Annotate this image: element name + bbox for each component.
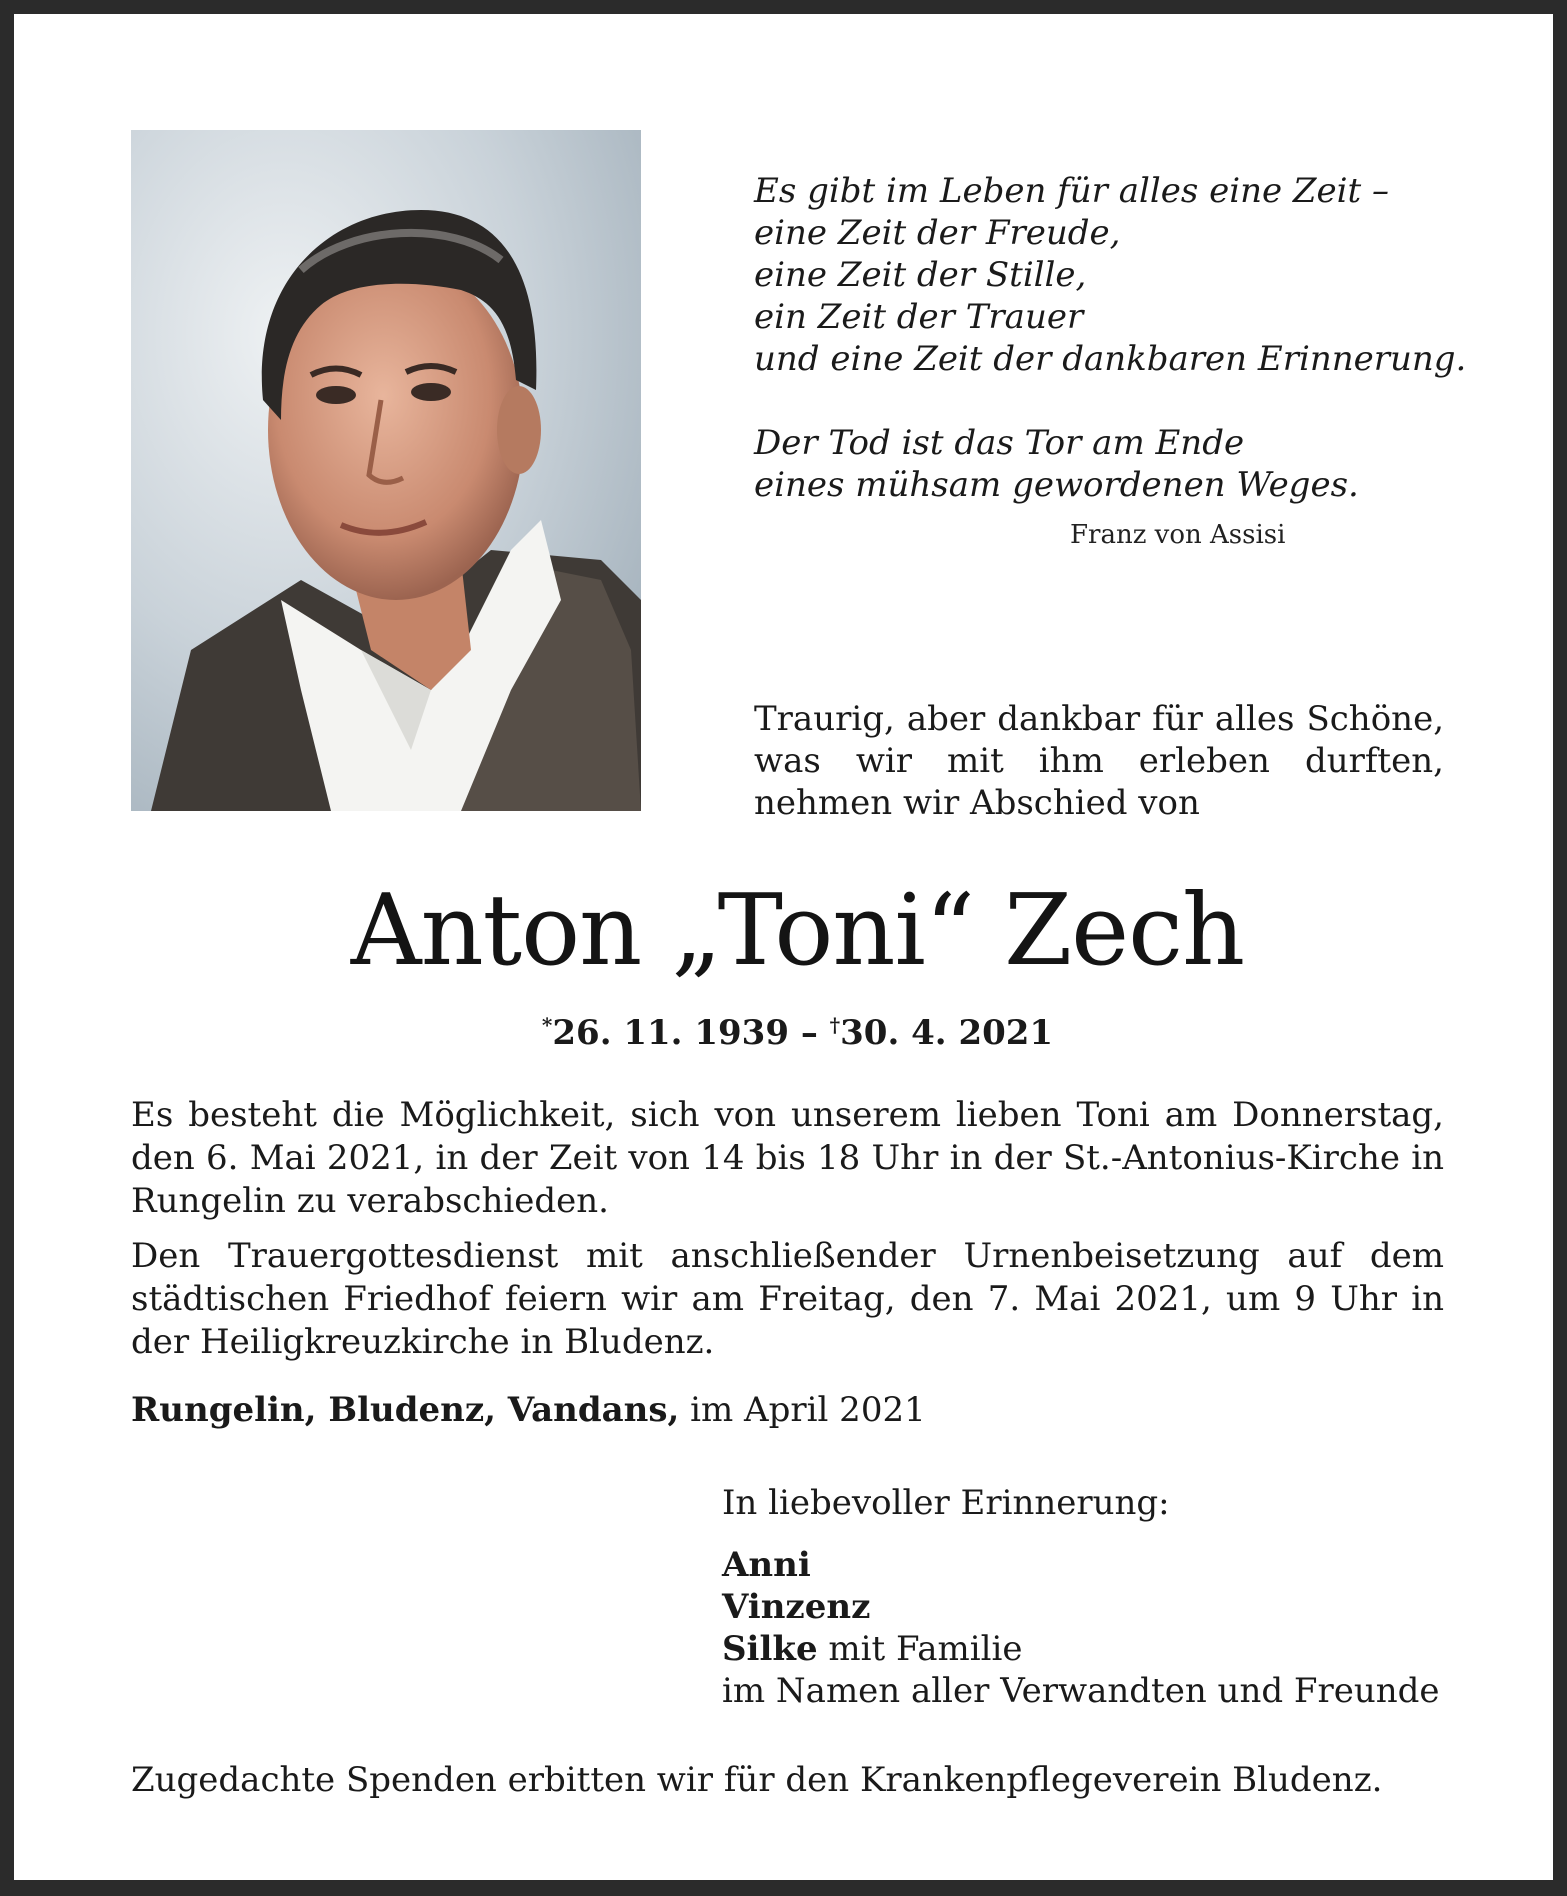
intro-word: dankbar [997, 699, 1141, 739]
poem-author: Franz von Assisi [1070, 520, 1286, 550]
poem-line: eine Zeit der Freude, [754, 213, 1121, 253]
obituary-sheet [14, 14, 1553, 1880]
intro-word: für [1152, 699, 1203, 739]
poem-line: eine Zeit der Stille, [754, 255, 1087, 295]
intro-word: Traurig, [754, 699, 895, 739]
mourner-name: Silke [722, 1629, 818, 1669]
portrait-illustration [131, 130, 641, 811]
intro-word: durften, [1304, 741, 1444, 781]
mourner-suffix: mit Familie [817, 1629, 1023, 1669]
intro-word: aber [906, 699, 986, 739]
intro-line-2 [754, 740, 1444, 782]
poem-line: und eine Zeit der dankbaren Erinnerung. [754, 339, 1467, 379]
death-date: 30. 4. 2021 [840, 1013, 1054, 1053]
service-details [131, 1094, 1444, 1364]
intro-word: Schöne, [1306, 699, 1444, 739]
poem-line: eines mühsam gewordenen Weges. [754, 465, 1359, 505]
mourner-row [722, 1586, 1440, 1628]
intro-text [754, 698, 1444, 824]
donation-note: Zugedachte Spenden erbitten wir für den Krankenpflegeverein Bludenz. [131, 1760, 1383, 1800]
intro-word: was [754, 741, 821, 781]
birth-symbol: * [541, 1013, 553, 1037]
intro-word: mit [947, 741, 1004, 781]
mourner-row [722, 1544, 1440, 1586]
death-symbol: † [829, 1013, 841, 1037]
signoff-heading: In liebevoller Erinnerung: [722, 1483, 1170, 1523]
birth-date: 26. 11. 1939 [552, 1013, 789, 1053]
mourner-row [722, 1628, 1440, 1670]
poem-line: Der Tod ist das Tor am Ende [754, 423, 1245, 463]
poem-line: ein Zeit der Trauer [754, 297, 1084, 337]
deceased-name: Anton „Toni“ Zech [350, 874, 1245, 988]
date-separator: – [788, 1013, 830, 1053]
signoff [722, 1482, 1440, 1712]
intro-word: ihm [1038, 741, 1104, 781]
life-dates [14, 1004, 1567, 1054]
intro-word: erleben [1138, 741, 1270, 781]
signoff-closing: im Namen aller Verwandten und Freunde [722, 1671, 1440, 1711]
poem [754, 170, 1474, 506]
places: Rungelin, Bludenz, Vandans, [131, 1390, 680, 1430]
poem-line: Es gibt im Leben für alles eine Zeit – [754, 171, 1390, 211]
mourner-name: Anni [722, 1545, 811, 1585]
farewell-paragraph: Es besteht die Möglichkeit, sich von unserem lieben Toni am Donnerstag, den 6. Mai 2021, in der Zeit von 14 bis 18 Uhr in der St.-Antonius-Kirche in Rungelin zu verabschieden. [131, 1095, 1444, 1221]
intro-word: alles [1214, 699, 1295, 739]
place-date [131, 1389, 926, 1431]
date-text: im April 2021 [679, 1390, 926, 1430]
portrait-photo [131, 130, 641, 811]
intro-word: wir [855, 741, 913, 781]
intro-line-1 [754, 698, 1444, 740]
intro-line-3: nehmen wir Abschied von [754, 783, 1200, 823]
funeral-paragraph: Den Trauergottesdienst mit anschließender Urnenbeisetzung auf dem städtischen Friedhof feiern wir am Freitag, den 7. Mai 2021, um 9 Uhr in der Heiligkreuzkirche in Bludenz. [131, 1236, 1444, 1362]
mourner-name: Vinzenz [722, 1587, 871, 1627]
